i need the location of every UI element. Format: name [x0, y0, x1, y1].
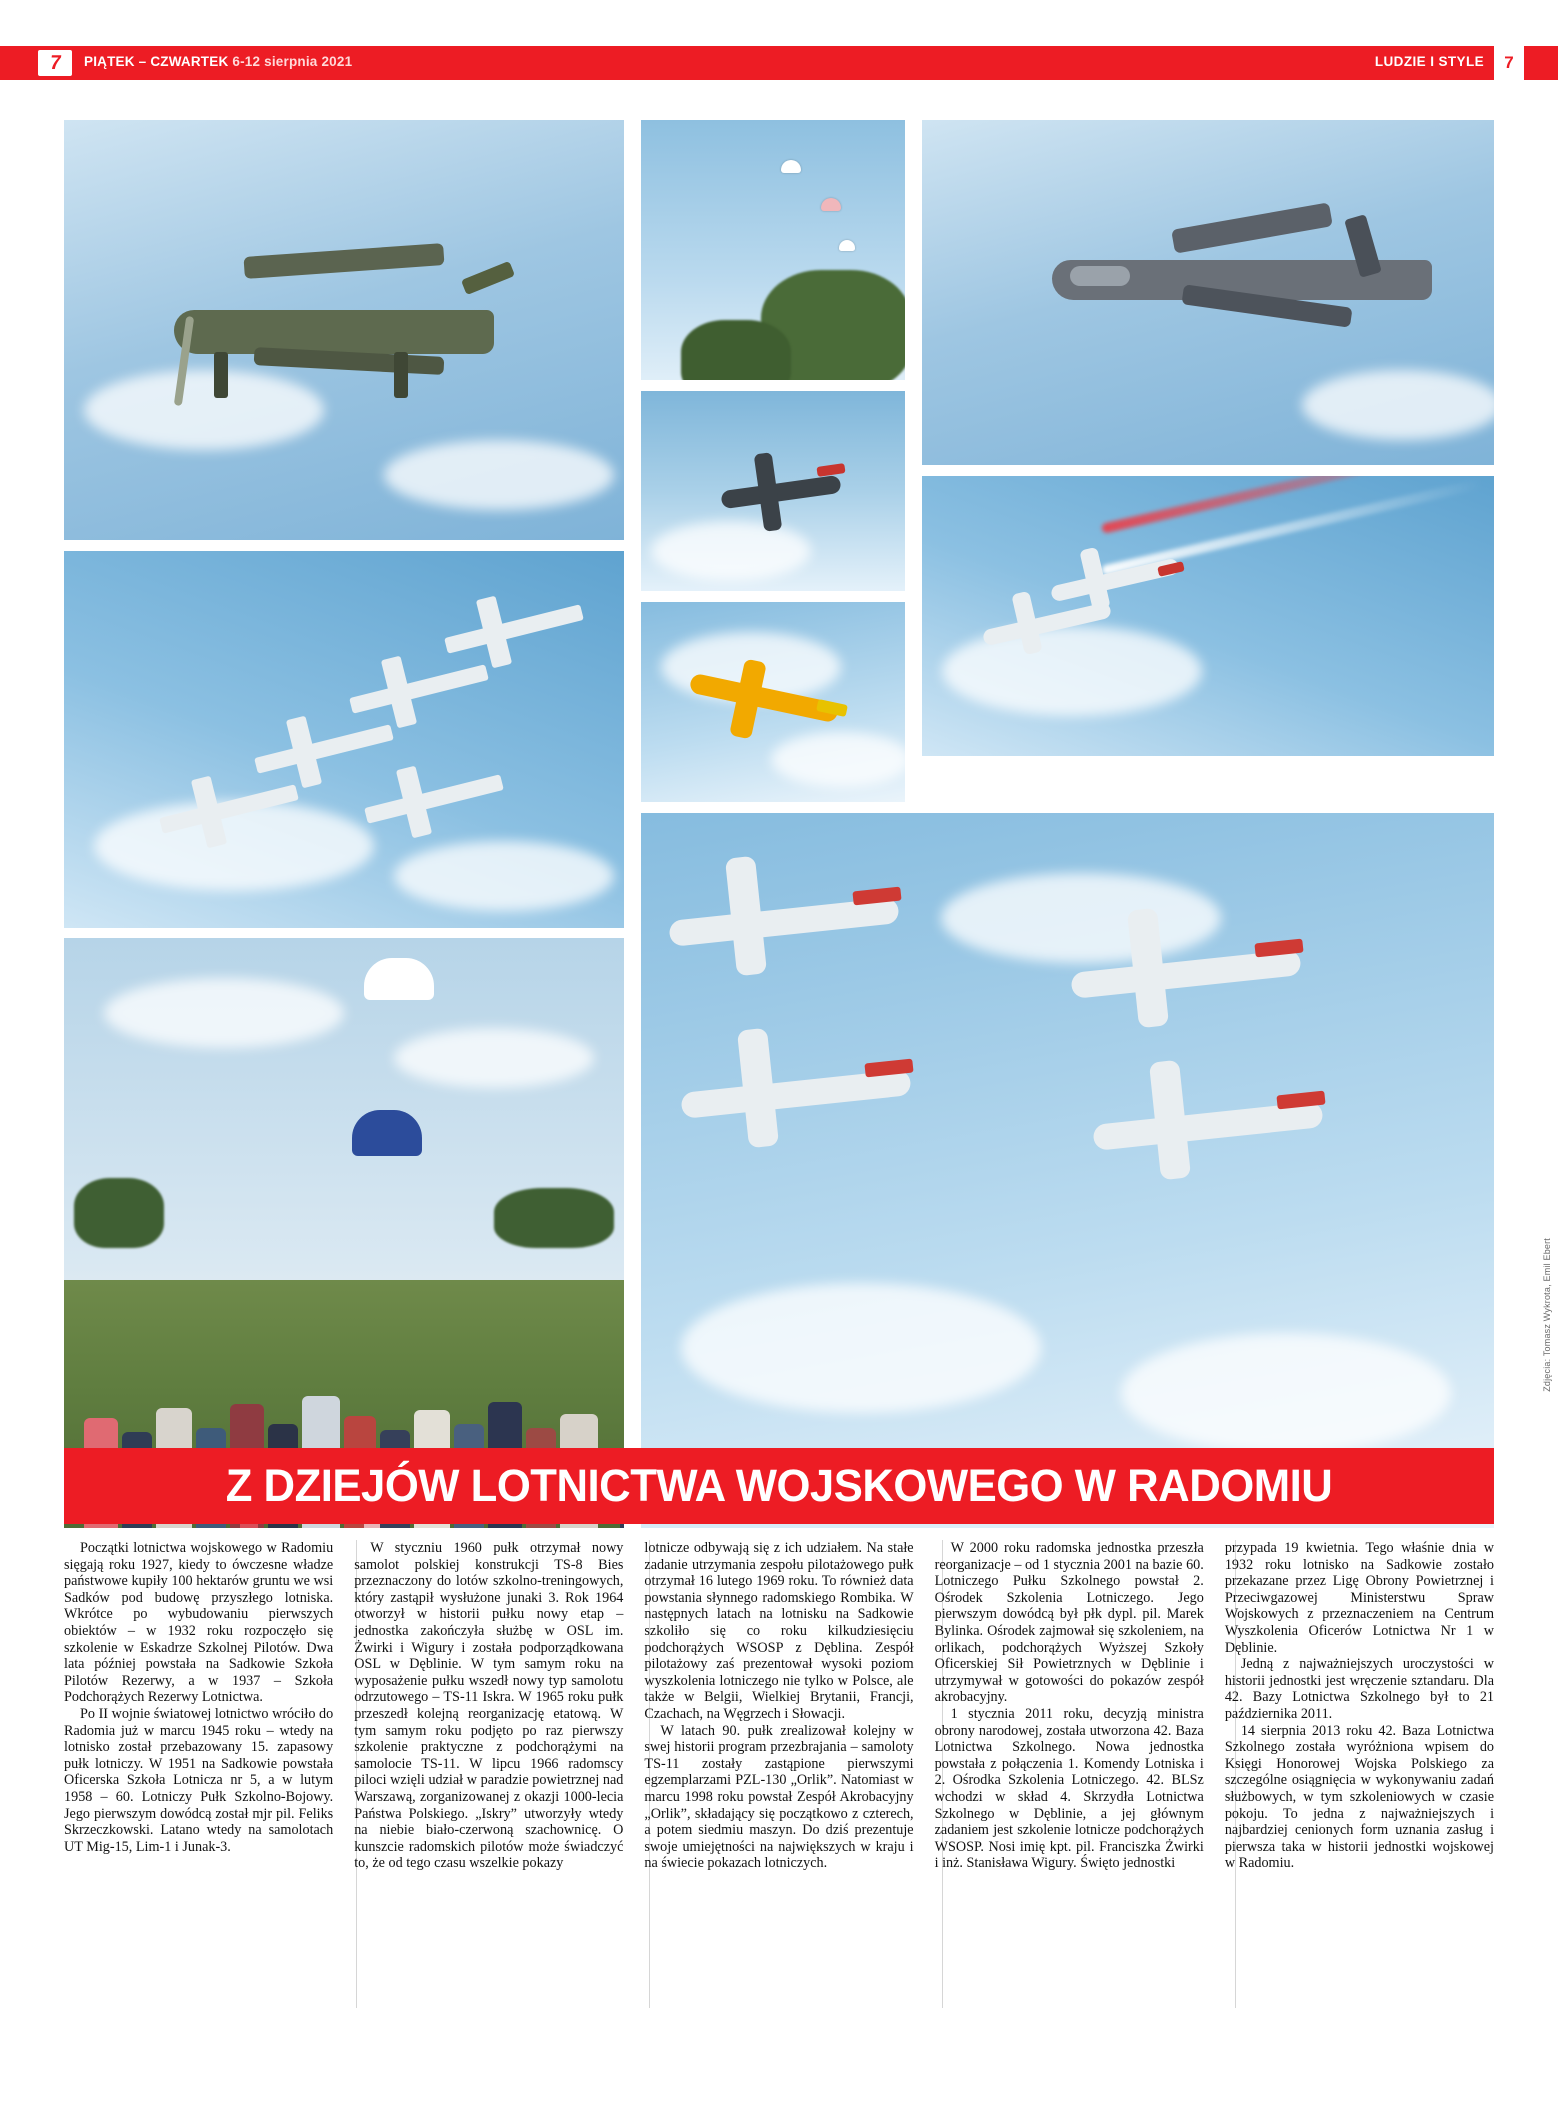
- footer-rule: [0, 2062, 1558, 2065]
- article-column-4: [935, 1540, 1204, 2010]
- page-title: Z DZIEJÓW LOTNICTWA WOJSKOWEGO W RADOMIU: [225, 1460, 1333, 1511]
- paragraph: Po II wojnie światowej lotnictwo wróciło do Radomia już w marcu 1945 roku – wtedy na lotnisko został przebazowany 15. zapasowy pułk lotniczy. W 1951 na Sadkowie powstała Oficerska Szkoła Lotnicza nr 5, a w lutym 1958 – 60. Lotniczy Pułk Szkolno-Bojowy. Jego pierwszym dowódcą został mjr pil. Feliks Skrzeczkowski. Latano wtedy na samolotach UT Mig-15, Lim-1 i Junak-3.: [64, 1705, 334, 1855]
- page-number: 7: [1494, 46, 1524, 80]
- photo-parachutists: [641, 120, 905, 380]
- paragraph: W 2000 roku radomska jednostka przeszła reorganizacje – od 1 stycznia 2001 na bazie 60. Lotniczego Pułku Szkolnego powstał 2. Ośrodek Szkolenia Lotniczego. Jego pierwszym dowódcą był płk dypl. pil. Marek Bylinka. Ośrodek zajmował się szkoleniem, na orlikach, podchorążych Wyższej Szkoły Oficerskiej Sił Powietrznych w Dęblinie i utrzymywał w gotowości do pokazów zespół akrobacyjny.: [934, 1540, 1204, 1706]
- article-column-5: [1225, 1540, 1494, 2010]
- photo-crowd-parachute: [64, 938, 624, 1528]
- photo-formation-trainers: [64, 551, 624, 928]
- article-column-3: [644, 1540, 913, 2010]
- photo-aerobatic-trainer: [641, 391, 905, 591]
- photo-credit: Zdjęcia: Tomasz Wykrota, Emil Ebert: [1542, 1238, 1552, 1392]
- paragraph: 1 stycznia 2011 roku, decyzją ministra obrony narodowej, została utworzona 42. Baza Lotnictwa Szkolnego. Nowa jednostka powstała z połączenia 1. Komendy Lotniska i 2. Ośrodka Szkolenia Lotniczego. 42. BLSz wchodzi w skład 4. Skrzydła Lotnictwa Szkolnego w Dęblinie, a jej głównym zadaniem jest szkolenie lotnicze podchorążych WSOSP. Nosi imię kpt. pil. Franciszka Żwirki i inż. Stanisława Wigury. Święto jednostki: [934, 1705, 1204, 1872]
- article-column-1: [64, 1540, 333, 2010]
- paragraph: przypada 19 kwietnia. Tego właśnie dnia w 1932 roku lotnisko na Sadkowie zostało przekazane przez Ligę Obrony Powietrznej i Przeciwgazowej Ministerstwu Spraw Wojskowych z przeznaczeniem na Centrum Wyszkolenia Oficerów Lotnictwa Nr 1 w Dęblinie.: [1224, 1540, 1495, 1656]
- newspaper-logo: [38, 50, 72, 76]
- paragraph: W latach 90. pułk zrealizował kolejny w swej historii program przezbrajania – samoloty TS-11 zostały zastąpione pierwszymi egzemplarzami PZL-130 „Orlik”. Natomiast w marcu 1998 roku powstał Zespół Akrobacyjny „Orlik”, składający się początkowo z czterech, a potem siedmiu maszyn. Do dziś prezentuje swoje umiejętności na największych w kraju i na świecie pokazach lotniczych.: [644, 1722, 914, 1872]
- logo-seven: 7: [48, 52, 62, 74]
- photo-f16: [922, 120, 1494, 465]
- section-label: LUDZIE I STYLE: [1374, 54, 1484, 69]
- photo-yellow-aerobatic: [641, 602, 905, 802]
- photo-smoke-pair: [922, 476, 1494, 756]
- issue-date-range: 6-12 sierpnia 2021: [232, 54, 353, 69]
- aircraft-shape: [174, 310, 494, 354]
- paragraph: 14 sierpnia 2013 roku 42. Baza Lotnictwa Szkolnego została wyróżniona wpisem do Księgi Honorowej Wojska Polskiego za szczególne osiągnięcia w wykonywaniu zadań służbowych, w tym szkoleniowych w czasie pokoju. To jedna z najważniejszych i najbardziej cenionych form uznania zasług i pierwsza taka w historii jednostki wojskowej w Radomiu.: [1224, 1722, 1495, 1872]
- paragraph: lotnicze odbywają się z ich udziałem. Na stałe zadanie utrzymania zespołu pilotażowego pułk otrzymał 16 lutego 1969 roku. To również data powstania słynnego radomskiego Rombika. W następnych latach na lotnisku na Sadkowie szkoliło się co roku kilkudziesięciu podchorążych WSOSP z Dęblina. Zespół pilotażowy zaś prezentował wysoki poziom wyszkolenia lotniczego nie tylko w Polsce, ale także w Belgii, Wielkiej Brytanii, Francji, Czachach, na Węgrzech i Słowacji.: [644, 1540, 914, 1722]
- photo-transport-plane: [64, 120, 624, 540]
- parachute-flag: [352, 1110, 422, 1156]
- paragraph: W styczniu 1960 pułk otrzymał nowy samolot polskiej konstrukcji TS-8 Bies przeznaczony do lotów szkolno-treningowych, który zastąpił wysłużone junaki 3. Rok 1964 otworzył w historii pułku nowy etap – jednostka zakończyła służbę w OSL im. Żwirki i Wigury i została podporządkowana OSL w Dęblinie. W tym samym roku na wyposażenie pułku wszedł nowy typ samolotu odrzutowego – TS-11 Iskra. W 1965 roku pułk przeszedł kolejną reorganizację etatową. W tym samym roku podjęto po raz pierwszy szkolenie praktyczne z podchorążymi na samolocie TS-11. W lipcu 1966 radomscy piloci wzięli udział w paradzie powietrznej nad Warszawą, zorganizowanej z okazji 1000-lecia Państwa Polskiego. „Iskry” utworzyły wtedy na niebie biało-czerwoną szachownicę. O kunszcie radomskich pilotów może świadczyć to, że od tego czasu wszelkie pokazy: [354, 1540, 624, 1872]
- paragraph: Początki lotnictwa wojskowego w Radomiu sięgają roku 1927, kiedy to ówczesne władze państwowe kupiły 100 hektarów gruntu we wsi Sadków pod budowę przyszłego lotniska. Wkrótce po wybudowaniu pierwszych obiektów – w 1932 roku rozpoczęło się szkolenie w Eskadrze Szkolnej Pilotów. Dwa lata później powstała na Sadkowie Szkoła Pilotów Rezerwy, a w 1937 – Szkoła Podchorążych Rezerwy Lotnictwa.: [64, 1540, 334, 1706]
- article-column-2: [354, 1540, 623, 2010]
- paragraph: Jedną z najważniejszych uroczystości w historii jednostki jest wręczenie sztandaru. Dla 42. Bazy Lotnictwa Szkolnego był to 21 października 2011.: [1224, 1656, 1495, 1722]
- photo-orlik-formation: [641, 813, 1494, 1528]
- masthead-bar: [0, 46, 1558, 80]
- article-body: [64, 1540, 1494, 2010]
- parachute-shape: [364, 958, 434, 1000]
- article-title-bar: [64, 1448, 1494, 1524]
- issue-date-days: PIĄTEK – CZWARTEK: [84, 54, 229, 69]
- issue-date: [84, 54, 352, 69]
- photo-collage: [0, 110, 1558, 1440]
